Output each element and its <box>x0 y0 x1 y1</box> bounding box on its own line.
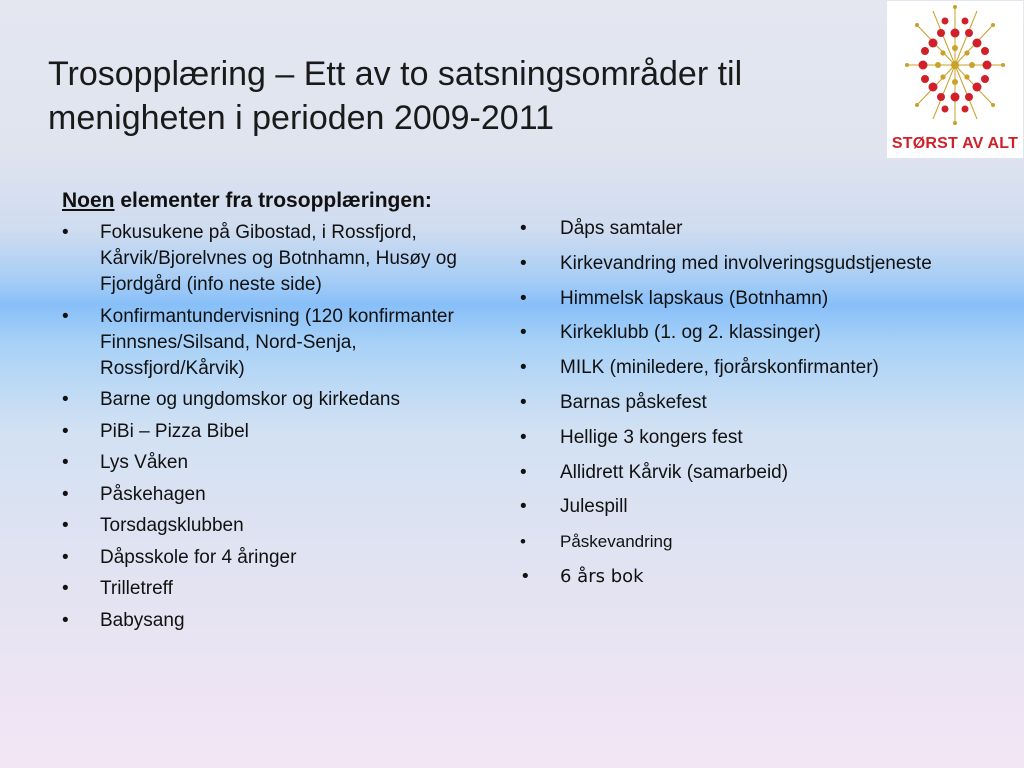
list-item: • Allidrett Kårvik (samarbeid) <box>520 458 990 487</box>
left-heading-underlined: Noen <box>62 189 115 212</box>
slide-title-line-1: Trosopplæring – Ett av to satsningsområder til <box>48 55 743 93</box>
list-item: • Julespill <box>520 492 990 521</box>
list-item: • Påskevandring <box>520 527 990 556</box>
list-item: • Barne og ungdomskor og kirkedans <box>62 387 492 413</box>
list-item: • Babysang <box>62 608 492 634</box>
slide-title-line-2: menigheten i perioden 2009-2011 <box>48 99 554 137</box>
list-item: • PiBi – Pizza Bibel <box>62 419 492 445</box>
list-item: • Fokusukene på Gibostad, i Rossfjord, Kårvik/Bjorelvnes og Botnhamn, Husøy og Fjordgård (info neste side) <box>62 220 492 298</box>
logo-text: STØRST AV ALT <box>891 135 1019 152</box>
left-heading <box>62 186 492 216</box>
list-item: • Påskehagen <box>62 482 492 508</box>
list-item: • MILK (minilederе, fjorårskonfirmanter) <box>520 353 990 382</box>
list-item: • Kirkevandring med involveringsgudstjeneste <box>520 249 990 278</box>
list-item: • 6 års bok <box>520 562 990 591</box>
list-item: • Kirkeklubb (1. og 2. klassinger) <box>520 318 990 347</box>
list-item: • Dåps samtaler <box>520 214 990 243</box>
right-column <box>520 214 990 597</box>
slide-title <box>48 52 848 140</box>
list-item: • Himmelsk lapskaus (Botnhamn) <box>520 284 990 313</box>
list-item: • Lys Våken <box>62 450 492 476</box>
left-column <box>62 186 492 639</box>
left-bullet-list <box>62 220 492 634</box>
logo <box>887 1 1023 158</box>
left-heading-rest: elementer fra trosopplæringen: <box>114 189 432 212</box>
right-bullet-list <box>520 214 990 591</box>
list-item: • Torsdagsklubben <box>62 513 492 539</box>
starburst-icon <box>905 3 1005 131</box>
list-item: • Dåpsskole for 4 åringer <box>62 545 492 571</box>
list-item: • Hellige 3 kongers fest <box>520 423 990 452</box>
list-item: • Konfirmantundervisning (120 konfirmanter Finnsnes/Silsand, Nord-Senja, Rossfjord/Kårvik) <box>62 304 492 382</box>
list-item: • Barnas påskefest <box>520 388 990 417</box>
list-item: • Trilletreff <box>62 576 492 602</box>
